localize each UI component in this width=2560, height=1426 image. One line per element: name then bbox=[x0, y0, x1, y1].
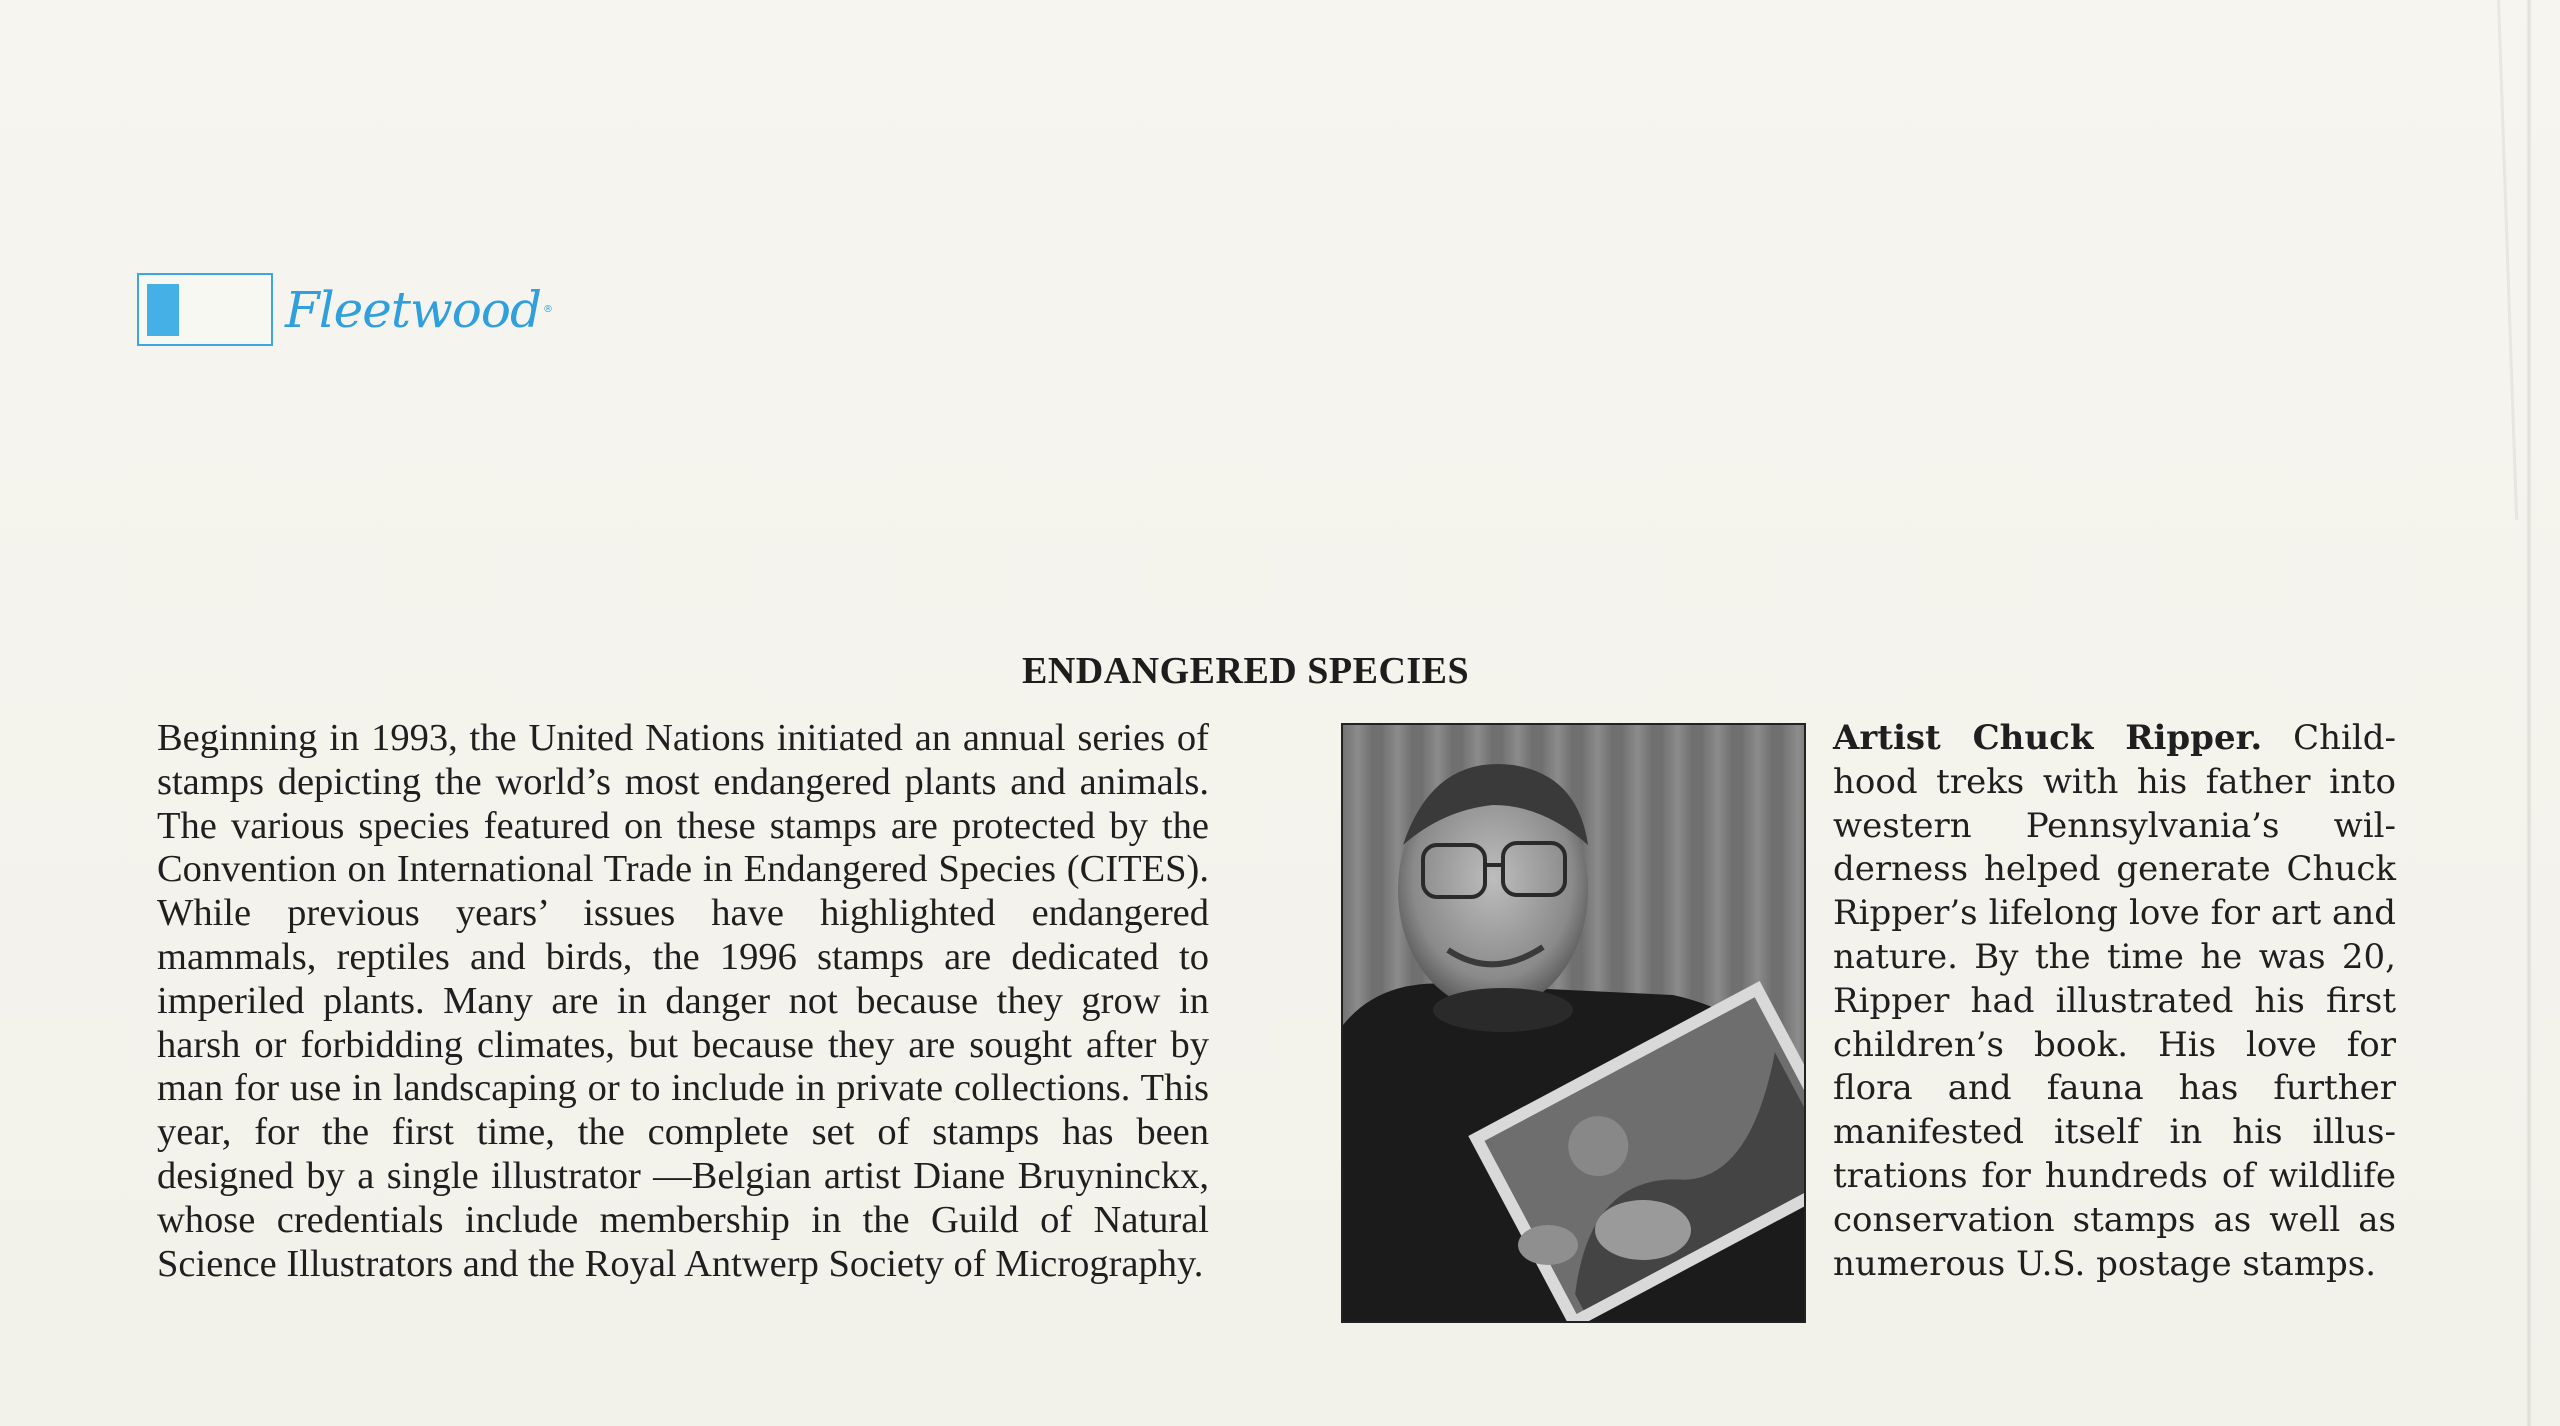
registered-mark: ® bbox=[542, 304, 553, 315]
logo-mark-fill bbox=[147, 284, 179, 336]
envelope-flap-edge bbox=[2526, 0, 2532, 1426]
article-body: Beginning in 1993, the United Nations initiated an annual series of stamps depicting the world’s most endangered plants and animals. The various species featured on these stamps are protected by the Convention on International Trade in Endangered Species (CITES). While previous years’ issues have highlighted endangered mammals, reptiles and birds, the 1996 stamps are dedicated to imperiled plants. Many are in danger not because they grow in harsh or forbidding climates, but because they are sought after by man for use in landscaping or to include in private collections. This year, for the first time, the complete set of stamps has been designed by a single illustrator —Belgian artist Diane Bruyninckx, whose credentials include membership in the Guild of Natural Science Illustrators and the Royal Antwerp Society of Micrography. bbox=[157, 717, 1209, 1285]
logo-mark bbox=[137, 273, 273, 346]
artist-bio bbox=[1833, 717, 2396, 1286]
envelope-flap-crease bbox=[2497, 0, 2518, 520]
artist-photo-illustration bbox=[1343, 725, 1804, 1321]
artist-bio-text: Childhood treks with his father into western Pennsylvania’s wilderness helped generate Chuck Ripper’s lifelong love for art and nature. By the time he was 20, Ripper had illustrated his first children’s book. His love for flora and fauna has further manifested itself in his illustrations for hundreds of wildlife conservation stamps as well as numerous U.S. postage stamps. bbox=[1833, 718, 2396, 1284]
fleetwood-logo bbox=[137, 273, 553, 346]
logo-wordmark: Fleetwood bbox=[285, 280, 541, 339]
artist-bio-lead: Artist Chuck Ripper. bbox=[1833, 718, 2263, 758]
artist-photo bbox=[1341, 723, 1806, 1323]
article-heading: ENDANGERED SPECIES bbox=[1022, 650, 1470, 692]
